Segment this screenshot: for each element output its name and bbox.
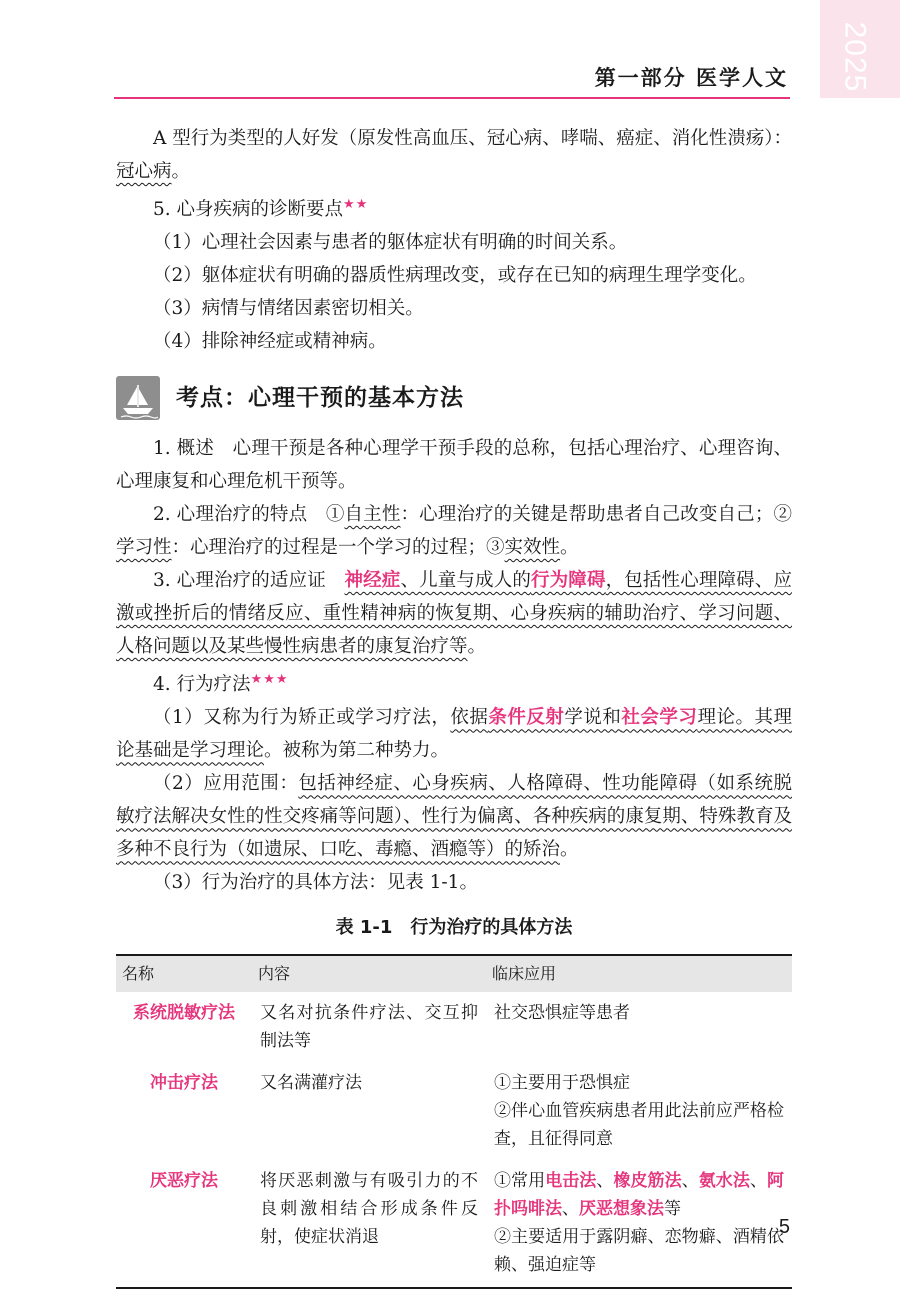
indications-lead: 3. 心理治疗的适应证 [153,570,345,592]
application-line [494,1167,784,1223]
method-application [486,1062,792,1160]
running-head: 第一部分 医学人文 [594,66,788,90]
keyword-behavior-disorder: 行为障碍 [531,570,606,592]
type-a-text: A 型行为类型的人好发（原发性高血压、冠心病、哮喘、癌症、消化性溃疡）： [153,128,792,149]
column-header: 临床应用 [486,955,792,992]
diagnosis-heading [116,188,792,226]
table-header-row [116,955,792,992]
keyword-electric-shock: 电击法 [545,1171,597,1192]
feature-text: ：心理治疗的关键是帮助患者自己改变自己；② [400,504,792,526]
application-text: 等 [664,1199,681,1220]
method-name: 冲击疗法 [150,1073,218,1094]
behavior-definition-end: 。被称为第二种势力。 [264,740,450,762]
overview-paragraph: 1. 概述 心理干预是各种心理学干预手段的总称，包括心理治疗、心理咨询、心理康复和心理危机干预等。 [116,438,792,493]
table-caption: 表 1-1 行为治疗的具体方法 [335,917,573,939]
type-a-end: 。 [171,161,191,182]
behavior-definition-text: 学说和 [564,707,622,729]
feature-autonomy: 自主性 [344,504,401,526]
indications-text: ，包括性心理障碍、应激或挫折后的情绪反应、重性精神病的恢复期、心身疾病的辅助治疗、学习问题、人格问题以及某些慢性病患者的康复治疗等 [116,570,792,658]
header-rule [114,97,790,99]
method-content: 将厌恶刺激与有吸引力的不良刺激相结合形成条件反射，使症状消退 [252,1160,486,1288]
keyword-neurosis: 神经症 [344,570,401,592]
table-row [116,1062,792,1160]
features-lead: 2. 心理治疗的特点 ① [153,504,345,526]
type-a-answer: 冠心病 [116,161,172,182]
separator: 、 [681,1171,699,1192]
separator: 、 [749,1171,767,1192]
method-name: 厌恶疗法 [116,1160,252,1288]
table-row [116,992,792,1062]
treatment-table [116,954,792,1289]
method-name: 系统脱敏疗法 [133,1003,235,1024]
indications-end: 。 [467,636,487,658]
sailboat-icon [116,376,160,420]
behavior-definition-text: 依据 [450,707,489,729]
keyword-ammonia: 氨水法 [698,1171,750,1192]
behavior-scope [116,767,792,866]
separator: 、 [596,1171,614,1192]
keyword-conditioned-reflex: 条件反射 [488,707,565,729]
type-a-paragraph [116,122,792,188]
behavior-scope-lead: （2）应用范围： [153,773,299,795]
section-title: 考点：心理干预的基本方法 [176,384,464,411]
page-content [116,122,792,1289]
keyword-rubber-band: 橡皮筋法 [613,1171,682,1192]
page-number: 5 [778,1216,790,1238]
keyword-social-learning: 社会学习 [621,707,698,729]
behavior-heading [116,663,792,701]
application-text: ①常用 [494,1171,546,1192]
separator: 、 [562,1199,579,1220]
keyword-apomorphine: 阿扑吗啡法 [494,1171,784,1220]
behavior-scope-text: 包括神经症、心身疾病、人格障碍、性功能障碍（如系统脱敏疗法解决女性的性交疼痛等问题）、性行为偏离、各种疾病的康复期、特殊教育及多种不良行为（如遗尿、口吃、毒瘾、酒瘾等）的矫治 [116,773,792,861]
behavior-heading-text: 4. 行为疗法 [153,674,251,696]
indications-paragraph [116,564,792,663]
method-application [486,1160,792,1288]
diagnosis-item: （2）躯体症状有明确的器质性病理改变，或存在已知的病理生理学变化。 [153,265,757,287]
importance-stars: ★★ [343,197,369,212]
keyword-aversion-imagery: 厌恶想象法 [579,1199,664,1220]
year-tab [820,0,900,98]
diagnosis-item: （1）心理社会因素与患者的躯体症状有明确的时间关系。 [153,232,628,254]
behavior-methods: （3）行为治疗的具体方法：见表 1-1。 [153,872,478,894]
section-heading [116,376,792,420]
feature-effectiveness: 实效性 [504,537,561,559]
year-tab-label: 2025 [838,21,872,93]
table-row [116,1160,792,1288]
behavior-scope-end: 。 [560,839,579,861]
feature-text: ：心理治疗的过程是一个学习的过程；③ [171,537,505,559]
diagnosis-heading-text: 5. 心身疾病的诊断要点 [153,199,344,221]
application-line: ②主要适用于露阴癖、恋物癖、酒精依赖、强迫症等 [494,1227,784,1276]
indications-text: 、儿童与成人的 [400,570,532,592]
diagnosis-item: （4）排除神经症或精神病。 [153,331,387,353]
feature-text: 。 [560,537,579,559]
feature-learning: 学习性 [116,537,172,559]
column-header: 名称 [116,955,252,992]
method-content: 又名对抗条件疗法、交互抑制法等 [260,1003,478,1052]
behavior-definition [116,701,792,767]
column-header: 内容 [252,955,486,992]
application-line: ①主要用于恐惧症 [494,1073,630,1094]
diagnosis-item: （3）病情与情绪因素密切相关。 [153,298,424,320]
method-content: 又名满灌疗法 [260,1073,362,1094]
behavior-definition-text: 理论。其理论基础是学习理论 [116,707,792,762]
importance-stars: ★★★ [250,672,289,688]
features-paragraph [116,498,792,564]
behavior-definition-lead: （1）又称为行为矫正或学习疗法， [153,707,451,729]
application-line: 社交恐惧症等患者 [494,1003,630,1024]
method-application [486,992,792,1062]
application-line: ②伴心血管疾病患者用此法前应严格检查，且征得同意 [494,1101,784,1150]
